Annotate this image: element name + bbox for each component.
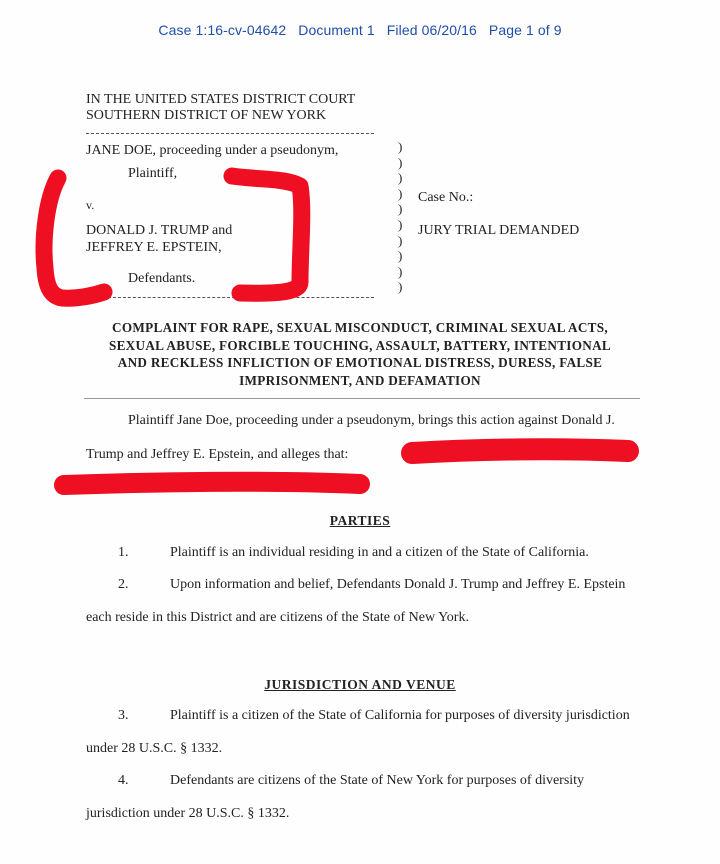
paragraph-4-text-line-2: jurisdiction under 28 U.S.C. § 1332. [86,806,290,821]
paragraph-3-text-line-1: Plaintiff is a citizen of the State of California for purposes of diversity jurisdiction [170,708,630,723]
paragraph-2-text-line-1: Upon information and belief, Defendants Donald J. Trump and Jeffrey E. Epstein [170,577,626,592]
paragraph-4-text-line-1: Defendants are citizens of the State of New York for purposes of diversity [170,773,585,788]
caption-parentheses: ) ) ) ) ) ) ) ) ) ) [398,139,403,295]
paragraph-3-text-line-2: under 28 U.S.C. § 1332. [86,741,223,756]
plaintiff-label: Plaintiff, [128,166,178,181]
filed-date: Filed 06/20/16 [386,22,477,38]
court-line-1: IN THE UNITED STATES DISTRICT COURT [86,92,356,107]
defendant-2: JEFFREY E. EPSTEIN, [86,240,222,255]
redaction-stroke-2 [64,482,360,485]
redaction-stroke-1 [412,449,628,453]
title-line-1: COMPLAINT FOR RAPE, SEXUAL MISCONDUCT, CRIMINAL SEXUAL ACTS, [112,320,608,335]
paragraph-2-text-line-2: each reside in this District and are citizens of the State of New York. [86,610,469,625]
left-bracket-marker [44,178,104,298]
jurisdiction-heading: JURISDICTION AND VENUE [264,677,456,692]
document-number: Document 1 [298,22,375,38]
page-count: Page 1 of 9 [488,22,562,38]
title-line-4: IMPRISONMENT, AND DEFAMATION [239,372,481,388]
paragraph-4-number: 4. [118,773,129,788]
title-line-2: SEXUAL ABUSE, FORCIBLE TOUCHING, ASSAULT, BATTERY, INTENTIONAL [108,337,612,353]
paragraph-3-number: 3. [118,708,129,723]
defendant-1: DONALD J. TRUMP and [86,223,233,238]
case-no-label: Case No.: [418,190,474,205]
paragraph-1-text: Plaintiff is an individual residing in and a citizen of the State of California. [170,545,589,560]
defendants-label: Defendants. [128,271,196,286]
paragraph-1-number: 1. [118,545,129,560]
case-number: Case 1:16-cv-04642 [158,22,287,38]
intro-line-2: Trump and Jeffrey E. Epstein, and alleges that: [86,447,349,462]
versus: v. [86,198,95,212]
plaintiff-line: JANE DOE, proceeding under a pseudonym, [86,143,339,158]
court-line-2: SOUTHERN DISTRICT OF NEW YORK [86,108,327,123]
paragraph-2-number: 2. [118,577,129,592]
title-line-3: AND RECKLESS INFLICTION OF EMOTIONAL DISTRESS, DURESS, FALSE [117,355,603,370]
right-bracket-marker [232,176,302,293]
jury-demand: JURY TRIAL DEMANDED [418,223,580,238]
parties-heading: PARTIES [329,513,391,528]
intro-line-1: Plaintiff Jane Doe, proceeding under a pseudonym, brings this action against Donald J. [128,413,615,428]
